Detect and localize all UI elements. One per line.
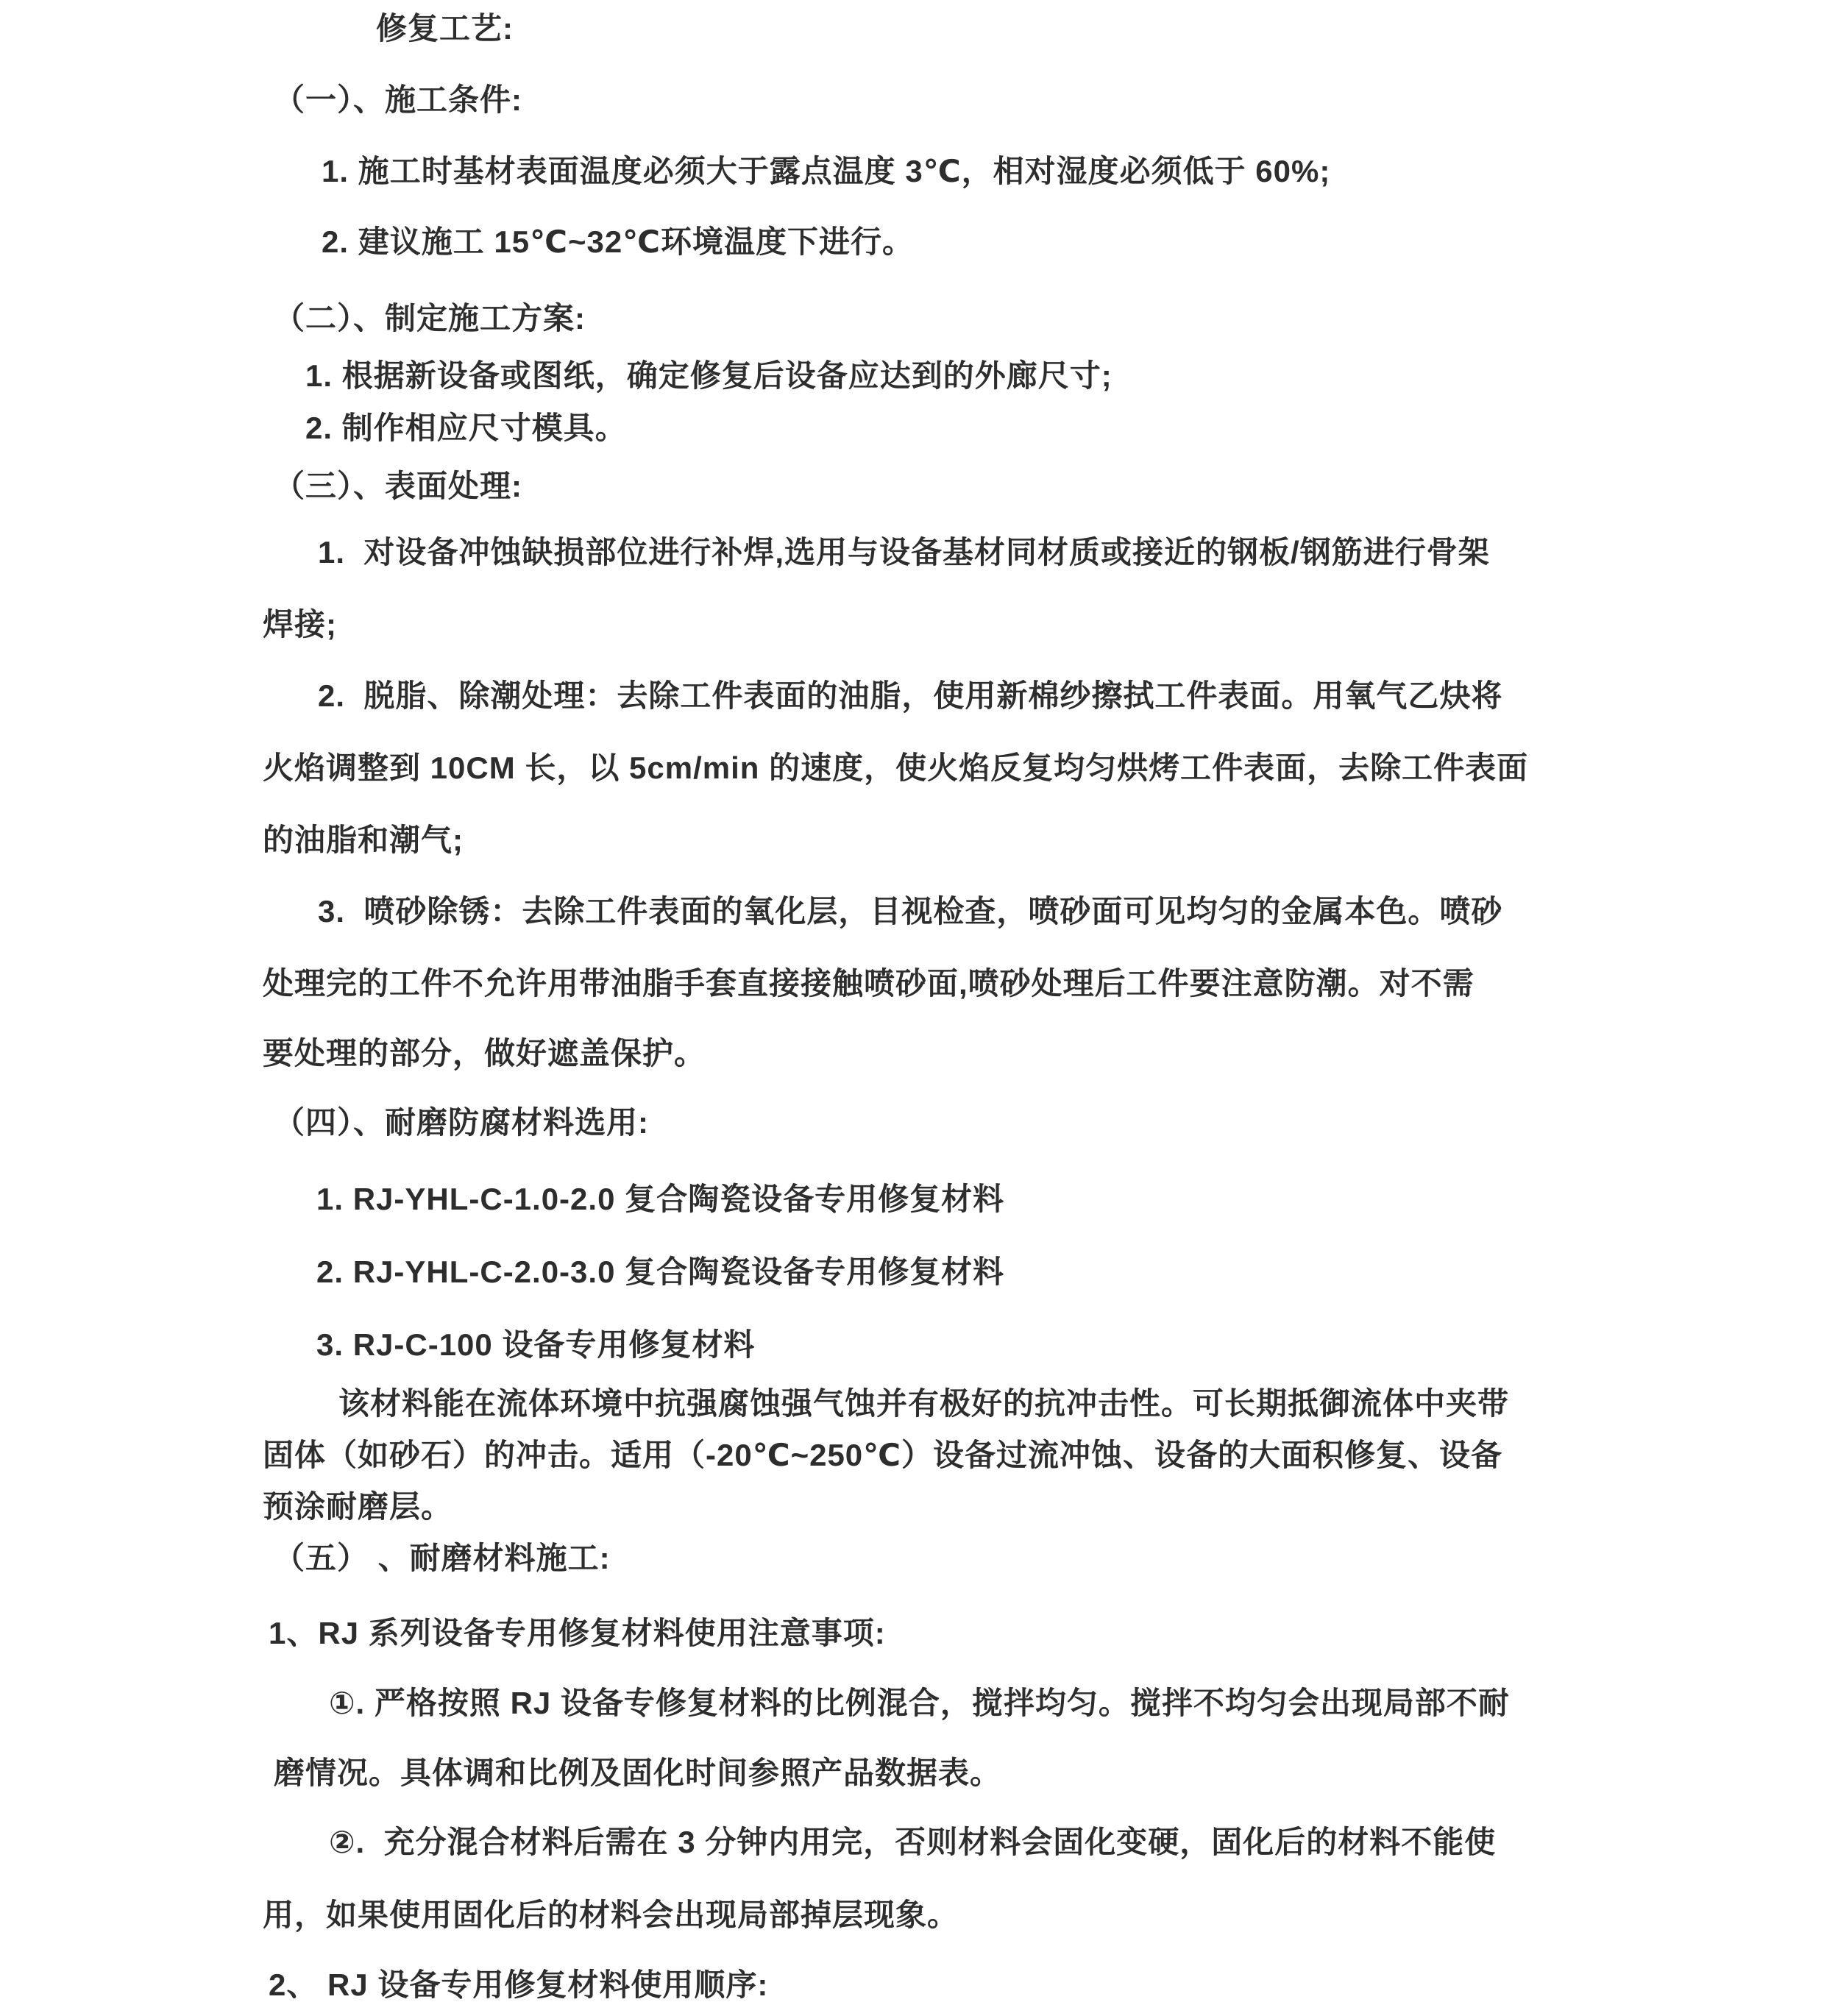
section-3-item-1-line-2: 焊接; [263, 607, 337, 642]
section-3-item-2-line-2: 火焰调整到 10CM 长，以 5cm/min 的速度，使火焰反复均匀烘烤工件表面，去除工件表面 [263, 750, 1529, 785]
section-1-item-1: 1. 施工时基材表面温度必须大于露点温度 3℃，相对湿度必须低于 60%; [322, 154, 1331, 188]
section-1-heading: （一）、施工条件: [274, 82, 522, 117]
section-4-paragraph-line-3: 预涂耐磨层。 [263, 1489, 453, 1524]
section-3-item-2-line-1: 2. 脱脂、除潮处理：去除工件表面的油脂，使用新棉纱擦拭工件表面。用氧气乙炔将 [318, 678, 1503, 713]
section-4-paragraph-line-2: 固体（如砂石）的冲击。适用（-20℃~250℃）设备过流冲蚀、设备的大面积修复、设备 [263, 1438, 1503, 1472]
section-3-item-3-line-3: 要处理的部分，做好遮盖保护。 [263, 1036, 706, 1071]
section-5-heading: （五） 、耐磨材料施工: [274, 1541, 611, 1575]
section-5-note-2-line-2: 用，如果使用固化后的材料会出现局部掉层现象。 [263, 1898, 959, 1932]
section-3-heading: （三）、表面处理: [274, 469, 522, 503]
section-3-item-3-line-1: 3. 喷砂除锈：去除工件表面的氧化层，目视检查，喷砂面可见均匀的金属本色。喷砂 [318, 894, 1503, 929]
section-4-material-2: 2. RJ-YHL-C-2.0-3.0 复合陶瓷设备专用修复材料 [316, 1254, 1005, 1289]
document-title: 修复工艺: [376, 11, 514, 46]
section-2-heading: （二）、制定施工方案: [274, 301, 586, 336]
section-2-item-1: 1. 根据新设备或图纸，确定修复后设备应达到的外廊尺寸; [305, 358, 1113, 393]
section-3-item-1-line-1: 1. 对设备冲蚀缺损部位进行补焊,选用与设备基材同材质或接近的钢板/钢筋进行骨架 [318, 535, 1490, 569]
section-3-item-3-line-2: 处理完的工件不允许用带油脂手套直接接触喷砂面,喷砂处理后工件要注意防潮。对不需 [263, 966, 1475, 1001]
section-5-note-1-line-2: 磨情况。具体调和比例及固化时间参照产品数据表。 [274, 1756, 1002, 1790]
section-5-note-1-line-1: ①. 严格按照 RJ 设备专修复材料的比例混合，搅拌均匀。搅拌不均匀会出现局部不耐 [329, 1686, 1510, 1720]
section-2-item-2: 2. 制作相应尺寸模具。 [305, 411, 627, 445]
section-5-note-2-line-1: ②. 充分混合材料后需在 3 分钟内用完，否则材料会固化变硬，固化后的材料不能使 [329, 1825, 1497, 1859]
section-5-subitem-2: 2、 RJ 设备专用修复材料使用顺序: [269, 1967, 769, 2002]
section-4-paragraph-line-1: 该材料能在流体环境中抗强腐蚀强气蚀并有极好的抗冲击性。可长期抵御流体中夹带 [338, 1386, 1510, 1421]
section-1-item-2: 2. 建议施工 15℃~32℃环境温度下进行。 [322, 224, 915, 259]
section-4-material-1: 1. RJ-YHL-C-1.0-2.0 复合陶瓷设备专用修复材料 [316, 1182, 1005, 1216]
section-5-subitem-1: 1、RJ 系列设备专用修复材料使用注意事项: [269, 1616, 886, 1650]
section-4-heading: （四）、耐磨防腐材料选用: [274, 1105, 649, 1140]
section-3-item-2-line-3: 的油脂和潮气; [263, 823, 464, 857]
section-4-material-3: 3. RJ-C-100 设备专用修复材料 [316, 1327, 756, 1362]
